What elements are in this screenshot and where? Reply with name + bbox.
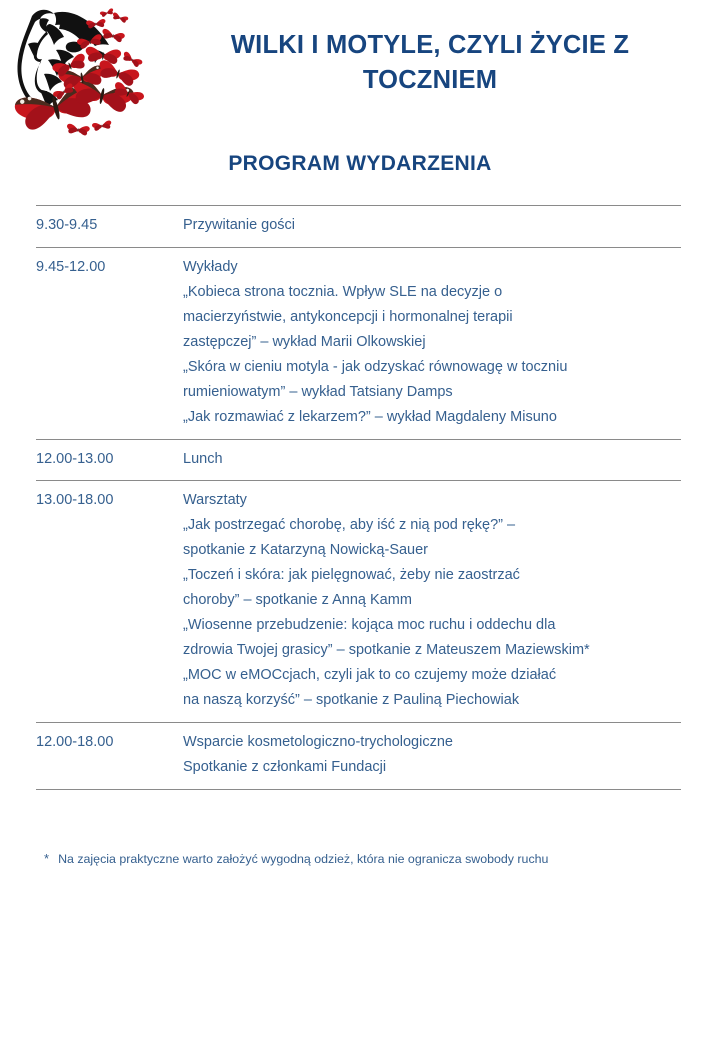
program-description-line: „Toczeń i skóra: jak pielęgnować, żeby nie zaostrzać — [183, 567, 520, 584]
table-row — [36, 247, 681, 439]
program-description-line: na naszą korzyść” – spotkanie z Pauliną Piechowiak — [183, 691, 520, 708]
program-description-cell — [183, 206, 681, 248]
program-table-wrapper — [36, 205, 681, 790]
program-description-line: rumieniowatym” – wykład Tatsiany Damps — [183, 383, 453, 400]
program-description-cell — [183, 722, 681, 789]
program-description-line: zdrowia Twojej grasicy” – spotkanie z Mateuszem Maziewskim* — [183, 642, 590, 659]
logo-artwork — [4, 4, 154, 149]
table-row — [36, 439, 681, 481]
program-description-line: Spotkanie z członkami Fundacji — [183, 758, 387, 775]
program-description-line: macierzyństwie, antykoncepcji i hormonalnej terapii — [183, 308, 513, 325]
table-row — [36, 206, 681, 248]
footnote-text: Na zajęcia praktyczne warto założyć wygodną odzież, która nie ogranicza swobody ruchu — [58, 852, 549, 866]
program-time-cell: 12.00-13.00 — [36, 439, 183, 481]
table-row — [36, 722, 681, 789]
program-description-line: Warsztaty — [183, 492, 247, 509]
program-description-cell — [183, 247, 681, 439]
page-title-line-1: WILKI I MOTYLE, CZYLI ŻYCIE Z — [230, 31, 630, 59]
program-description-line: Przywitanie gości — [183, 217, 296, 233]
subtitle-block — [0, 152, 720, 176]
program-description-line: Wsparcie kosmetologiczno-trychologiczne — [183, 733, 453, 750]
program-table — [36, 205, 681, 790]
program-description-line: Lunch — [183, 450, 223, 467]
program-description-line: „Wiosenne przebudzenie: kojąca moc ruchu i oddechu dla — [183, 617, 556, 634]
program-description-cell — [183, 481, 681, 722]
program-description-line: zastępczej” – wykład Marii Olkowskiej — [183, 333, 426, 350]
program-description-line: „Skóra w cieniu motyla - jak odzyskać równowagę w toczniu — [183, 358, 568, 375]
program-time-cell: 9.45-12.00 — [36, 247, 183, 439]
program-time-cell: 12.00-18.00 — [36, 722, 183, 789]
program-description-line: „Jak postrzegać chorobę, aby iść z nią pod rękę?” – — [183, 517, 516, 534]
title-block — [160, 28, 700, 98]
program-description-line: „MOC w eMOCcjach, czyli jak to co czujemy może działać — [183, 667, 557, 683]
footnote — [44, 849, 684, 869]
program-time-cell: 9.30-9.45 — [36, 206, 183, 248]
program-description-line: Wykłady — [183, 258, 238, 275]
table-row — [36, 481, 681, 722]
program-description-cell — [183, 439, 681, 481]
foundation-logo — [4, 4, 154, 149]
program-description-line: choroby” – spotkanie z Anną Kamm — [183, 592, 412, 609]
page-title-line-2: TOCZNIEM — [362, 66, 498, 95]
program-time-cell: 13.00-18.00 — [36, 481, 183, 722]
program-description-line: „Kobieca strona tocznia. Wpływ SLE na decyzje o — [183, 283, 503, 300]
document-header — [0, 0, 720, 148]
page-title — [160, 28, 700, 98]
program-description-line: „Jak rozmawiać z lekarzem?” – wykład Magdaleny Misuno — [183, 408, 557, 425]
program-description-line: spotkanie z Katarzyną Nowicką-Sauer — [183, 542, 429, 559]
program-table-body — [36, 206, 681, 790]
footnote-marker: * — [44, 851, 50, 866]
page-subtitle: PROGRAM WYDARZENIA — [228, 152, 492, 175]
